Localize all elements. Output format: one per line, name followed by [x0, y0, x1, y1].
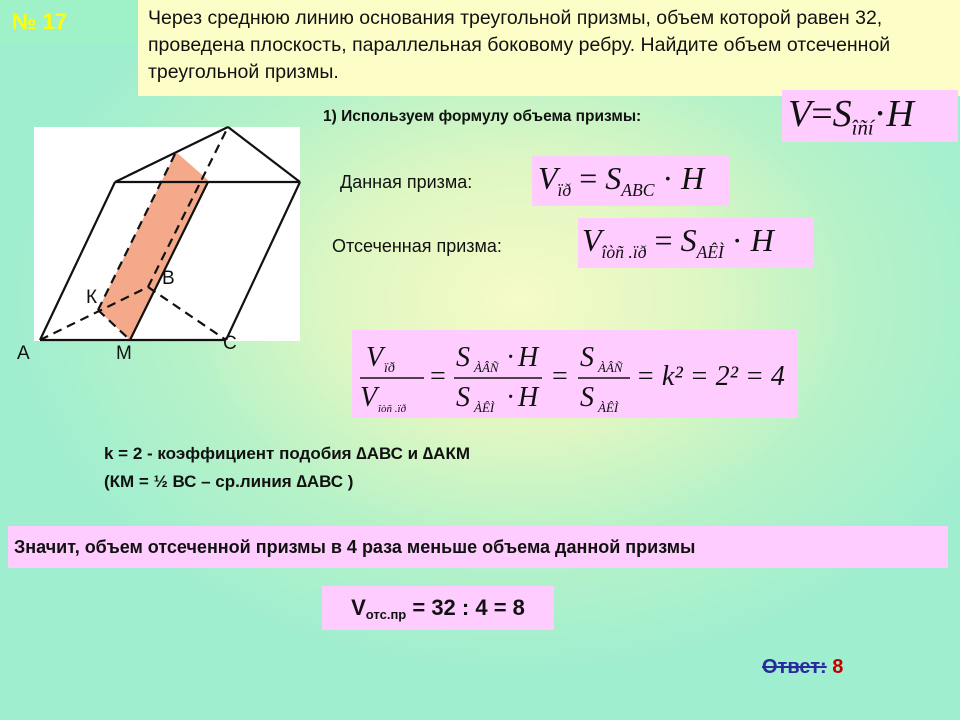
answer-value: 8 — [826, 656, 844, 678]
prism-figure — [0, 0, 320, 380]
svg-text:S: S — [580, 382, 594, 413]
svg-text:îòñ .ïð: îòñ .ïð — [378, 403, 407, 415]
svg-text:V: V — [366, 342, 384, 373]
result-rest: = 32 : 4 = 8 — [406, 595, 525, 620]
svg-text:ÀÂÑ: ÀÂÑ — [598, 360, 623, 375]
formula-given-box — [532, 156, 730, 206]
point-c-label: С — [223, 333, 237, 354]
svg-text:H: H — [518, 342, 539, 373]
svg-text:=: = — [552, 361, 568, 392]
formula-ratio — [352, 330, 798, 418]
problem-number: № 17 — [0, 0, 138, 44]
answer-label: Ответ: — [762, 656, 827, 678]
svg-text:ÀÂÑ: ÀÂÑ — [474, 360, 499, 375]
point-m-label: М — [116, 343, 132, 364]
result-v: V — [351, 595, 366, 620]
svg-text:H: H — [518, 382, 539, 413]
svg-text:ÀÊÌ: ÀÊÌ — [598, 400, 619, 415]
svg-text:V: V — [360, 382, 378, 413]
svg-text:ÀÊÌ: ÀÊÌ — [474, 400, 495, 415]
point-k-label: К — [86, 287, 98, 308]
given-prism-label: Данная призма: — [340, 172, 473, 192]
svg-text:=: = — [430, 361, 446, 392]
svg-text:ïð: ïð — [384, 361, 395, 376]
problem-text: Через среднюю линию основания треугольной призмы, объем которой равен 32, проведена плоскость, параллельная боковому ребру. Найдите объем отсеченной треугольной призмы. — [138, 0, 960, 96]
formula-volume-box — [782, 90, 958, 142]
cut-prism-label: Отсеченная призма: — [332, 236, 502, 256]
point-b-label: В — [162, 268, 175, 289]
formula-given: $V_{ïð} = S_{ABC} \cdot H$ — [538, 160, 705, 201]
result-sub: отс.пр — [365, 607, 407, 622]
svg-text:·: · — [506, 382, 516, 413]
svg-text:= k² = 2² = 4: = k² = 2² = 4 — [636, 361, 785, 392]
formula-volume: $V=S_{îñí}\cdot H$ — [788, 93, 914, 140]
step1-label: 1) Используем формулу объема призмы: — [323, 108, 642, 125]
answer — [762, 656, 843, 679]
formula-ratio-box — [352, 330, 798, 418]
point-a-label: А — [17, 343, 30, 364]
explanation-line2: (КМ = ½ ВС – ср.линия ∆АВС ) — [104, 472, 354, 491]
svg-text:S: S — [580, 342, 594, 373]
formula-cut: $V_{îòñ .ïð} = S_{AÊÌ} \cdot H$ — [582, 222, 774, 263]
formula-cut-box — [578, 218, 813, 268]
svg-text:S: S — [456, 342, 470, 373]
explanation-line1: k = 2 - коэффициент подобия ∆АВС и ∆АКМ — [104, 444, 470, 463]
svg-text:·: · — [506, 342, 516, 373]
conclusion-bar: Значит, объем отсеченной призмы в 4 раза меньше объема данной призмы — [8, 526, 948, 568]
result-box — [322, 586, 554, 630]
svg-text:S: S — [456, 382, 470, 413]
